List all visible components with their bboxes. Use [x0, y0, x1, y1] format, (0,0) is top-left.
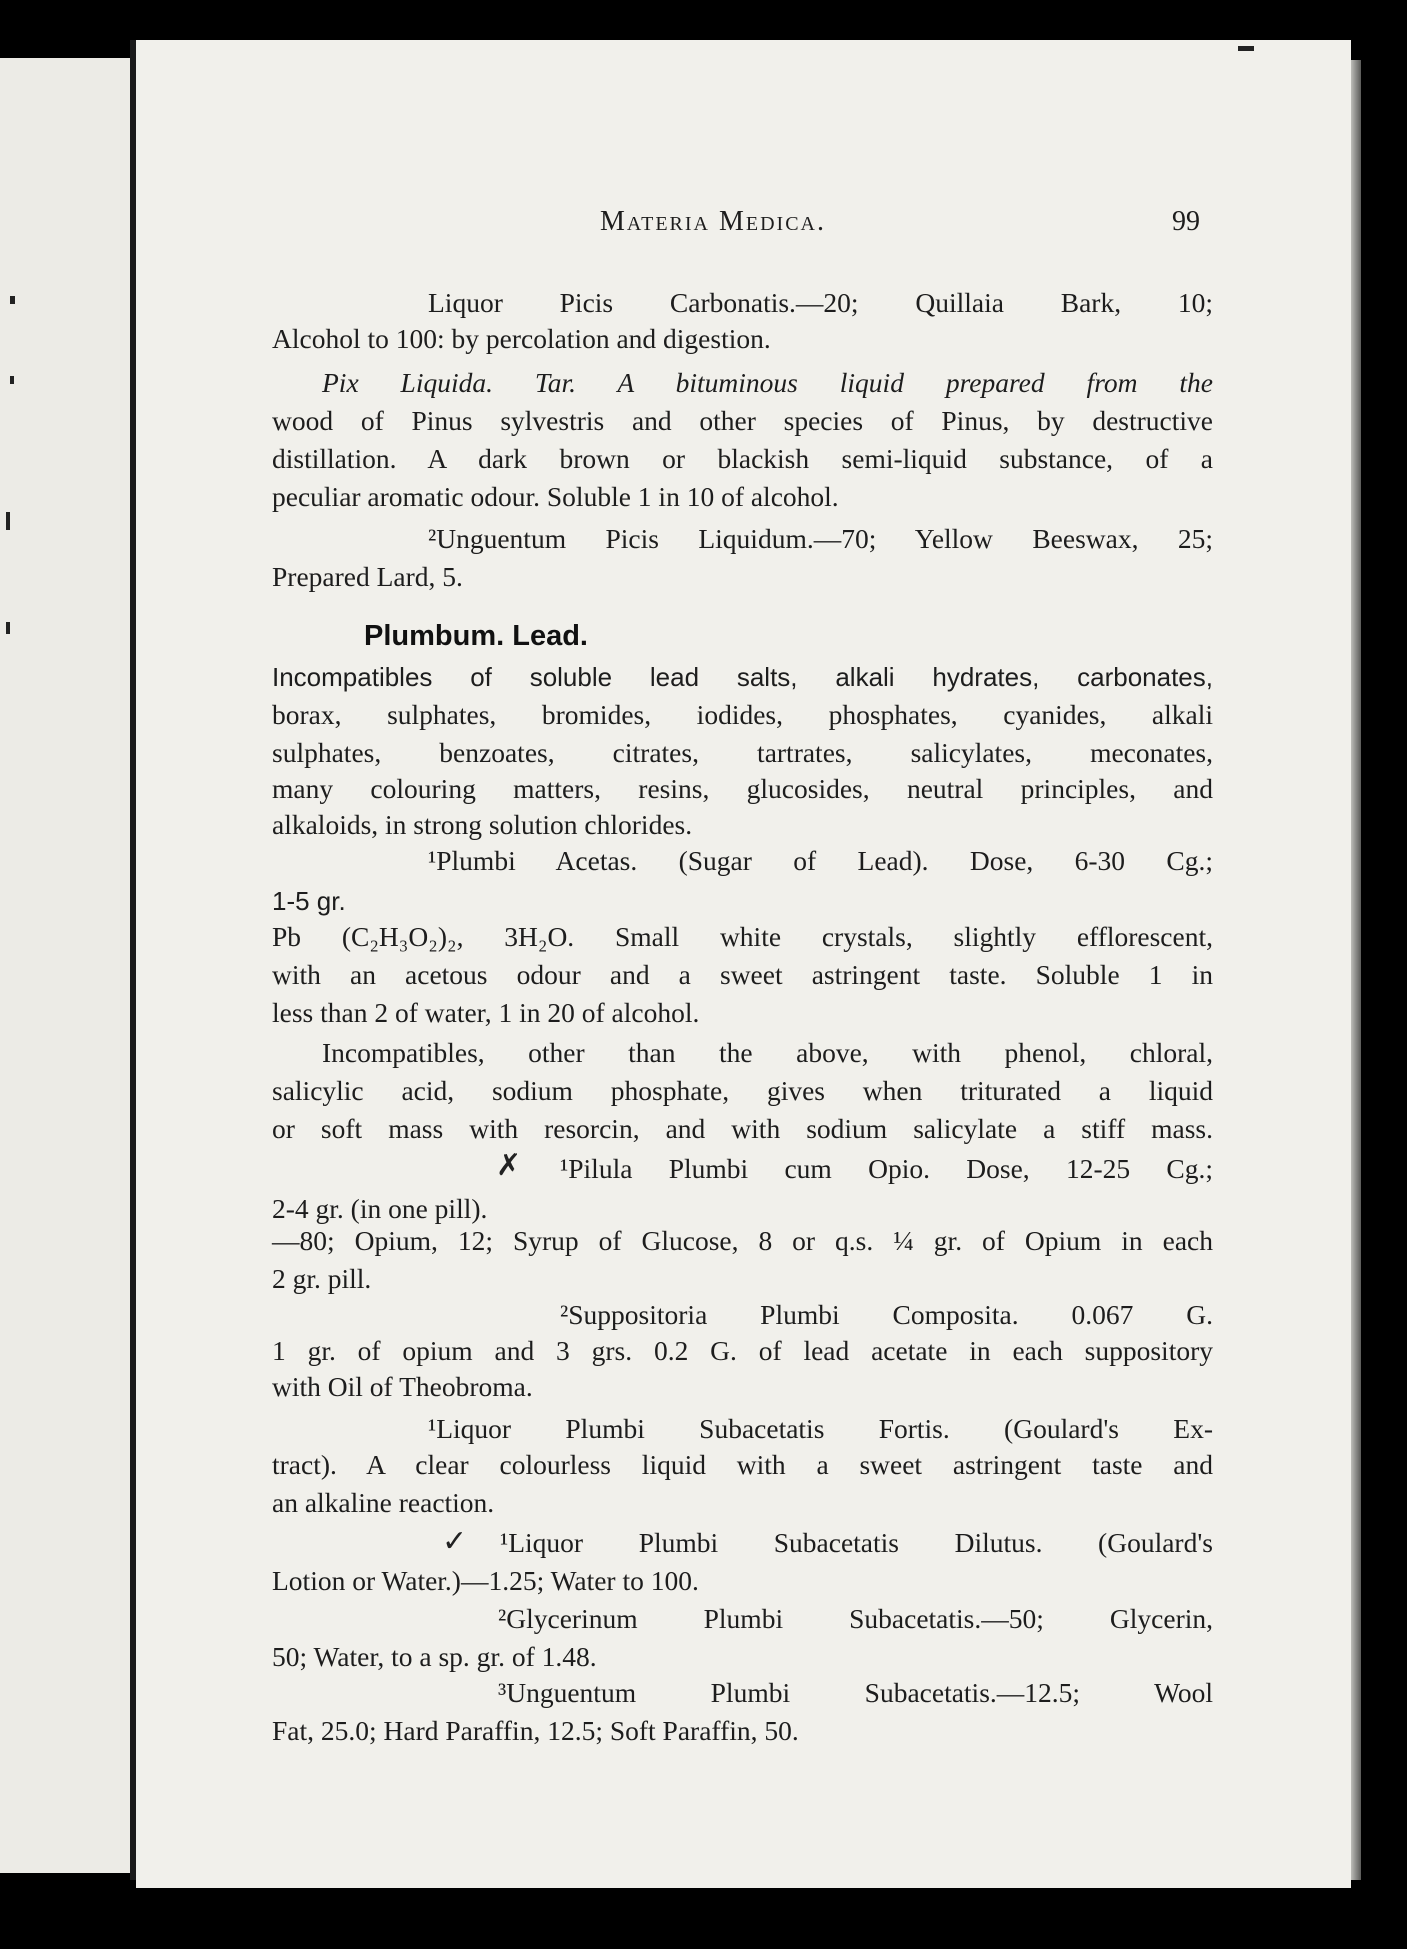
text-line: Liquor Picis Carbonatis.—20; Quillaia Bark, 10; — [428, 287, 1213, 318]
page-number: 99 — [1172, 206, 1200, 237]
text-line: ¹Plumbi Acetas. (Sugar of Lead). Dose, 6-30 Cg.; — [428, 845, 1213, 876]
text-line: 1 gr. of opium and 3 grs. 0.2 G. of lead acetate in each suppository — [272, 1335, 1213, 1366]
pencil-mark-icon: ✗ — [496, 1148, 522, 1183]
text-line: —80; Opium, 12; Syrup of Glucose, 8 or q.s. ¼ gr. of Opium in each — [272, 1225, 1213, 1256]
corner-mark — [1238, 46, 1254, 51]
text-line: 1-5 gr. — [272, 886, 346, 916]
text-line: with Oil of Theobroma. — [272, 1371, 533, 1402]
text-line: Pix Liquida. Tar. A bituminous liquid prepared from the — [322, 367, 1213, 398]
text-line: 50; Water, to a sp. gr. of 1.48. — [272, 1641, 597, 1672]
text-line: peculiar aromatic odour. Soluble 1 in 10 of alcohol. — [272, 481, 839, 512]
text-line: less than 2 of water, 1 in 20 of alcohol. — [272, 997, 700, 1028]
text-line: ²Unguentum Picis Liquidum.—70; Yellow Beeswax, 25; — [428, 523, 1213, 554]
text-line: Prepared Lard, 5. — [272, 561, 463, 592]
text-line: with an acetous odour and a sweet astringent taste. Soluble 1 in — [272, 959, 1213, 990]
running-title: Materia Medica. — [600, 206, 826, 237]
text-line: sulphates, benzoates, citrates, tartrates, salicylates, meconates, — [272, 737, 1213, 768]
text-line: ¹Liquor Plumbi Subacetatis Fortis. (Goulard's Ex- — [428, 1413, 1213, 1444]
page-right-edge — [1351, 60, 1361, 1880]
text-line: or soft mass with resorcin, and with sodium salicylate a stiff mass. — [272, 1113, 1213, 1144]
text-line: ³Unguentum Plumbi Subacetatis.—12.5; Wool — [498, 1677, 1213, 1708]
gutter-mark — [10, 376, 14, 384]
text-line: 2-4 gr. (in one pill). — [272, 1193, 488, 1224]
text-line: alkaloids, in strong solution chlorides. — [272, 809, 693, 840]
text-line: an alkaline reaction. — [272, 1487, 495, 1518]
pencil-check-icon: ✓ — [442, 1524, 468, 1559]
text-line: Alcohol to 100: by percolation and digestion. — [272, 323, 771, 354]
text-line: tract). A clear colourless liquid with a sweet astringent taste and — [272, 1449, 1213, 1480]
text-line: ²Glycerinum Plumbi Subacetatis.—50; Glycerin, — [498, 1603, 1213, 1634]
section-heading: Plumbum. Lead. — [364, 620, 588, 652]
text-line: ¹Pilula Plumbi cum Opio. Dose, 12-25 Cg.; — [560, 1153, 1213, 1184]
text-line: many colouring matters, resins, glucosides, neutral principles, and — [272, 773, 1213, 804]
text-line: Pb (C₂H₃O₂)₂, 3H₂O. Small white crystals, slightly efflorescent, — [272, 921, 1213, 952]
text-line: 2 gr. pill. — [272, 1263, 372, 1294]
text-line: Incompatibles, other than the above, with phenol, chloral, — [322, 1037, 1213, 1068]
text-line: ²Suppositoria Plumbi Composita. 0.067 G. — [560, 1299, 1213, 1330]
text-line: wood of Pinus sylvestris and other species of Pinus, by destructive — [272, 405, 1213, 436]
gutter-mark — [6, 622, 10, 634]
text-line: distillation. A dark brown or blackish semi-liquid substance, of a — [272, 443, 1213, 474]
facing-page-edge — [0, 58, 130, 1873]
text-line: salicylic acid, sodium phosphate, gives when triturated a liquid — [272, 1075, 1213, 1106]
gutter-mark — [10, 296, 15, 304]
text-line: Lotion or Water.)—1.25; Water to 100. — [272, 1565, 699, 1596]
gutter-mark — [6, 512, 10, 530]
text-line: ¹Liquor Plumbi Subacetatis Dilutus. (Goulard's — [500, 1527, 1213, 1558]
text-line: Incompatibles of soluble lead salts, alkali hydrates, carbonates, — [272, 662, 1213, 692]
text-line: Fat, 25.0; Hard Paraffin, 12.5; Soft Paraffin, 50. — [272, 1715, 799, 1746]
text-line: borax, sulphates, bromides, iodides, phosphates, cyanides, alkali — [272, 699, 1213, 730]
